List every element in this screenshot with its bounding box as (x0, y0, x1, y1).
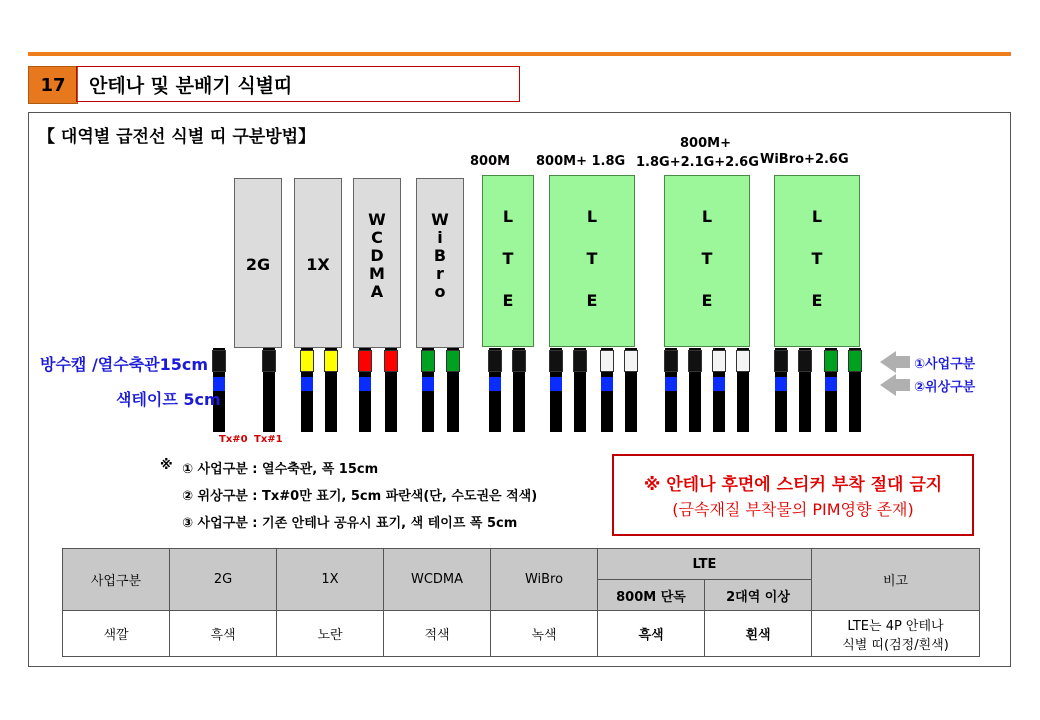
blue-tape (775, 377, 787, 391)
color-table (62, 548, 980, 657)
table-cell: 녹색 (491, 611, 598, 657)
table-cell-note (812, 611, 980, 657)
heat-shrink-cap (300, 350, 314, 372)
phase-category-label: ②위상구분 (914, 379, 976, 395)
heat-shrink-cap (774, 350, 788, 372)
page-title: 안테나 및 분배기 식별띠 (76, 66, 520, 102)
table-header-lte: LTE (598, 549, 812, 580)
heat-shrink-cap (848, 350, 862, 372)
blue-tape (359, 377, 371, 391)
note-line2: 식별 띠(검정/흰색) (842, 637, 949, 653)
warning-box (612, 454, 974, 536)
blue-tape (301, 377, 313, 391)
table-header: 2G (170, 549, 277, 611)
left-arrow-icon (880, 351, 896, 373)
blue-tape (601, 377, 613, 391)
note-3: ③ 사업구분 : 기존 안테나 공유시 표기, 색 테이프 폭 5cm (182, 516, 518, 531)
table-header: 사업구분 (63, 549, 170, 611)
blue-tape (713, 377, 725, 391)
antenna-lte-label: L T E (811, 207, 823, 310)
lte-header-multi-line1: 800M+ (680, 136, 731, 151)
heat-shrink-cap (212, 350, 226, 372)
table-cell: 흑색 (598, 611, 705, 657)
note-1: ① 사업구분 : 열수축관, 폭 15cm (182, 462, 379, 477)
table-header: 비고 (812, 549, 980, 611)
heat-shrink-cap (688, 350, 702, 372)
phase-category-arrow (880, 374, 975, 396)
section-subtitle: 【 대역별 급전선 식별 띠 구분방법】 (38, 127, 316, 147)
note-mark: ※ (160, 458, 173, 473)
blue-tape (825, 377, 837, 391)
antenna-2g-label: 2G (245, 255, 271, 274)
header-rule (28, 52, 1011, 56)
cap-label: 방수캡 /열수축관15cm (40, 355, 209, 374)
table-cell: 적색 (384, 611, 491, 657)
blue-tape (665, 377, 677, 391)
heat-shrink-cap (664, 350, 678, 372)
antenna-lte-wibro-2-6g (774, 175, 860, 347)
lte-header-multi-line2: 1.8G+2.1G+2.6G (636, 155, 759, 170)
heat-shrink-cap (600, 350, 614, 372)
antenna-wibro (416, 178, 464, 348)
heat-shrink-cap (488, 350, 502, 372)
table-cell: 흰색 (705, 611, 812, 657)
heat-shrink-cap (573, 350, 587, 372)
lte-header-wibro-2-6g: WiBro+2.6G (760, 152, 849, 167)
lte-header-800m-1-8g: 800M+ 1.8G (536, 154, 626, 169)
table-header: 1X (277, 549, 384, 611)
table-cell: 노란 (277, 611, 384, 657)
left-arrow-icon (880, 374, 896, 396)
table-cell: 흑색 (170, 611, 277, 657)
tx0-label: Tx#0 (219, 434, 248, 445)
heat-shrink-cap (824, 350, 838, 372)
lte-header-800m: 800M (470, 154, 511, 169)
heat-shrink-cap (262, 350, 276, 372)
heat-shrink-cap (446, 350, 460, 372)
heat-shrink-cap (624, 350, 638, 372)
antenna-wcdma (353, 178, 401, 348)
heat-shrink-cap (384, 350, 398, 372)
antenna-lte-label: L T E (586, 207, 598, 310)
tape-label: 색테이프 5cm (116, 390, 221, 409)
table-header: WCDMA (384, 549, 491, 611)
antenna-wcdma-label: W C D M A (368, 210, 386, 301)
antenna-lte-800m (482, 175, 534, 347)
heat-shrink-cap (358, 350, 372, 372)
tx1-label: Tx#1 (254, 434, 283, 445)
antenna-lte-800m-1-8g (549, 175, 635, 347)
warning-line1: ※ 안테나 후면에 스티커 부착 절대 금지 (643, 475, 943, 495)
antenna-2g (234, 178, 282, 348)
warning-line2: (금속재질 부착물의 PIM영향 존재) (672, 500, 914, 519)
antenna-1x (294, 178, 342, 348)
blue-tape (489, 377, 501, 391)
section-number: 17 (28, 66, 78, 104)
heat-shrink-cap (324, 350, 338, 372)
business-category-arrow (880, 351, 975, 373)
heat-shrink-cap (798, 350, 812, 372)
heat-shrink-cap (736, 350, 750, 372)
antenna-lte-multi (664, 175, 750, 347)
heat-shrink-cap (549, 350, 563, 372)
antenna-wibro-label: W i B r o (431, 210, 449, 301)
note-2: ② 위상구분 : Tx#0만 표기, 5cm 파란색(단, 수도권은 적색) (182, 489, 538, 504)
table-cell: 색깔 (63, 611, 170, 657)
heat-shrink-cap (512, 350, 526, 372)
antenna-lte-label: L T E (701, 207, 713, 310)
business-category-label: ①사업구분 (914, 356, 976, 372)
blue-tape (550, 377, 562, 391)
heat-shrink-cap (421, 350, 435, 372)
note-line1: LTE는 4P 안테나 (847, 618, 944, 634)
blue-tape (422, 377, 434, 391)
antenna-1x-label: 1X (306, 255, 330, 274)
table-header: WiBro (491, 549, 598, 611)
table-header-lte-single: 800M 단독 (598, 580, 705, 611)
heat-shrink-cap (712, 350, 726, 372)
table-header-lte-multi: 2대역 이상 (705, 580, 812, 611)
antenna-lte-label: L T E (502, 207, 514, 310)
